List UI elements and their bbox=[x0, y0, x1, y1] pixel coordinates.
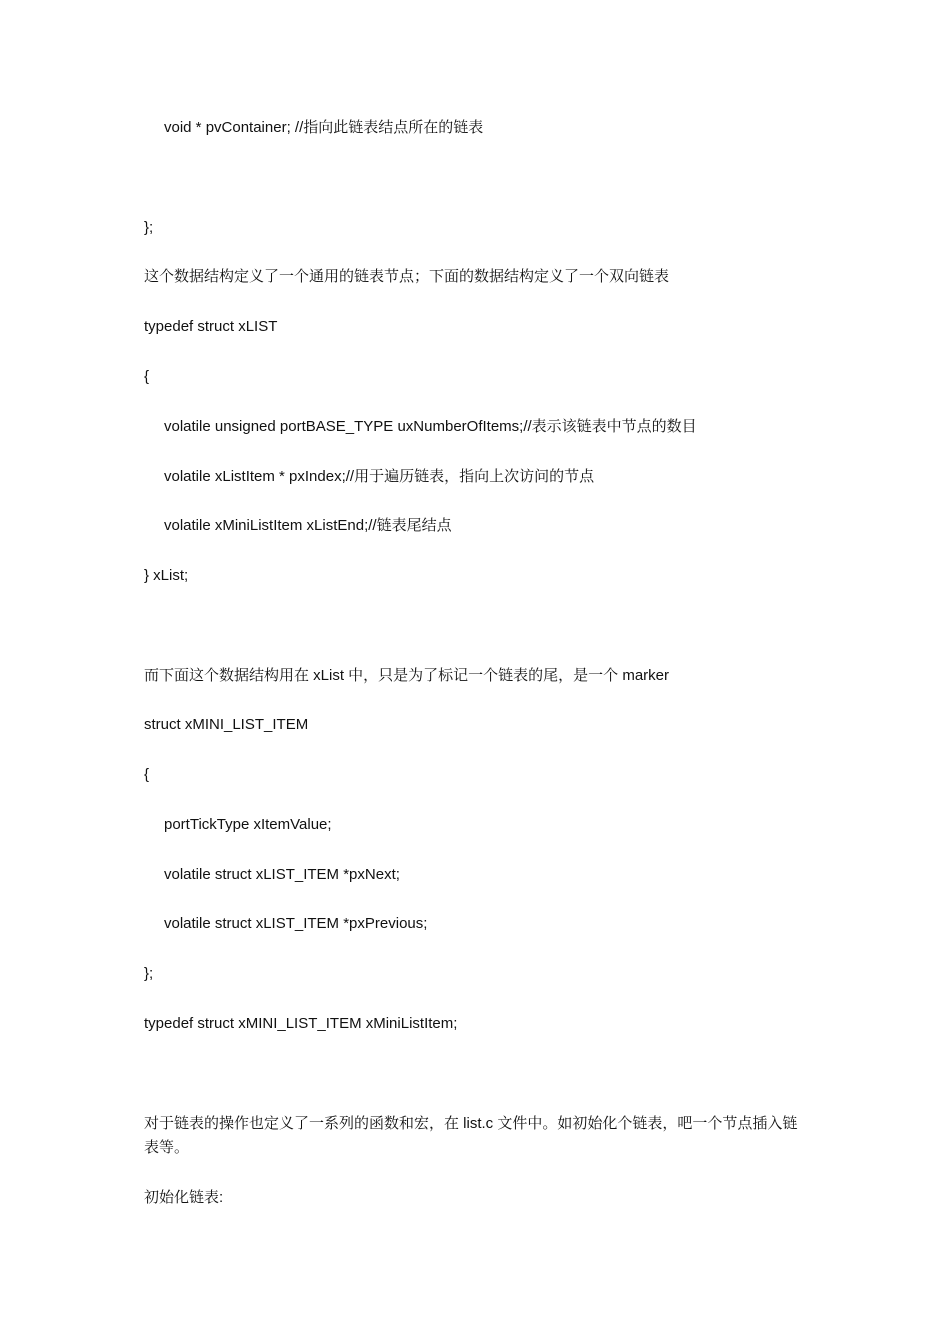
code-line-struct-end: }; bbox=[144, 219, 154, 236]
section-heading-init-list: 初始化链表: bbox=[144, 1189, 224, 1206]
code-line-pxprevious: volatile struct xLIST_ITEM *pxPrevious; bbox=[164, 915, 428, 932]
code-line-open-brace-2: { bbox=[144, 766, 150, 783]
code-line-open-brace: { bbox=[144, 368, 150, 385]
code-line-xitemvalue: portTickType xItemValue; bbox=[164, 816, 332, 833]
code-line-typedef-xlist: typedef struct xLIST bbox=[144, 318, 278, 335]
paragraph-list-operations: 对于链表的操作也定义了一系列的函数和宏，在 list.c 文件中。如初始化个链表，吧一个节点插入链表等。 bbox=[144, 1115, 798, 1156]
code-line-typedef-xminilistitem: typedef struct xMINI_LIST_ITEM xMiniListItem; bbox=[144, 1015, 458, 1032]
code-line-pxnext: volatile struct xLIST_ITEM *pxNext; bbox=[164, 866, 400, 883]
code-line-pvcontainer: void * pvContainer; //指向此链表结点所在的链表 bbox=[164, 119, 484, 136]
code-line-xlistend: volatile xMiniListItem xListEnd;//链表尾结点 bbox=[164, 517, 452, 534]
code-line-struct-end-2: }; bbox=[144, 965, 154, 982]
paragraph-marker-description: 而下面这个数据结构用在 xList 中，只是为了标记一个链表的尾，是一个 marker bbox=[144, 667, 670, 684]
paragraph-list-node-description: 这个数据结构定义了一个通用的链表节点；下面的数据结构定义了一个双向链表 bbox=[144, 268, 670, 285]
code-line-pxindex: volatile xListItem * pxIndex;//用于遍历链表，指向上次访问的节点 bbox=[164, 468, 595, 485]
code-line-uxnumberofitems: volatile unsigned portBASE_TYPE uxNumberOfItems;//表示该链表中节点的数目 bbox=[164, 418, 697, 435]
code-line-struct-xmini: struct xMINI_LIST_ITEM bbox=[144, 716, 309, 733]
code-line-xlist-end: } xList; bbox=[144, 567, 189, 584]
